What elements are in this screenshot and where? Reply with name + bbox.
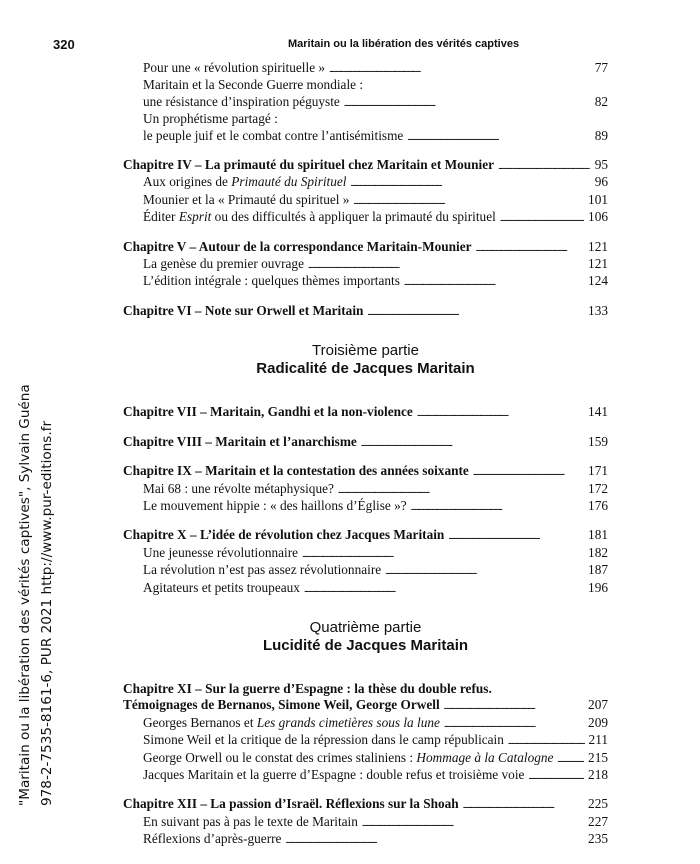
toc-entry: Aux origines de Primauté du Spirituel . . . 96 — [123, 174, 608, 191]
toc-entry: La révolution n’est pas assez révolutionnaire . . . 187 — [123, 562, 608, 579]
copyright-sidebar — [14, 10, 80, 850]
toc-entry: le peuple juif et le combat contre l’antisémitisme . . . 89 — [123, 128, 608, 145]
chapter-7: Chapitre VII – Maritain, Gandhi et la non-violence . . . 141 — [123, 404, 608, 421]
toc-entry: Le mouvement hippie : « des haillons d’Église »? . . . 176 — [123, 498, 608, 515]
toc-entry: Mounier et la « Primauté du spirituel » . . . 101 — [123, 192, 608, 209]
chapter-6: Chapitre VI – Note sur Orwell et Maritain . . . 133 — [123, 303, 608, 320]
chapter-4: Chapitre IV – La primauté du spirituel chez Maritain et Mounier . . . 95 — [123, 157, 608, 174]
toc-entry: Georges Bernanos et Les grands cimetières sous la lune . . . 209 — [123, 715, 608, 732]
toc-entry: Jacques Maritain et la guerre d’Espagne : double refus et troisième voie . . . 218 — [123, 767, 608, 784]
toc-entry: une résistance d’inspiration péguyste . . . 82 — [123, 94, 608, 111]
toc-entry: La genèse du premier ouvrage . . . 121 — [123, 256, 608, 273]
running-title: Maritain ou la libération des vérités captives — [288, 38, 520, 50]
toc-entry: Un prophétisme partagé : — [143, 111, 278, 127]
toc-entry: Mai 68 : une révolte métaphysique? . . . 172 — [123, 481, 608, 498]
toc-entry: Pour une « révolution spirituelle » . . . 77 — [123, 60, 608, 77]
toc-entry: Une jeunesse révolutionnaire . . . 182 — [123, 545, 608, 562]
table-of-contents — [123, 60, 608, 849]
page-number: 320 — [53, 37, 75, 52]
chapter-5: Chapitre V – Autour de la correspondance Maritain-Mounier . . . 121 — [123, 239, 608, 256]
sidebar-line-2: 978-2-7535-8161-6, PUR 2021 http://www.pur-editions.fr — [39, 420, 55, 806]
toc-entry: George Orwell ou le constat des crimes staliniens : Hommage à la Catalogne . . . 215 — [123, 750, 608, 767]
chapter-11-title: Chapitre XI – Sur la guerre d’Espagne : la thèse du double refus. — [123, 680, 492, 696]
chapter-10: Chapitre X – L’idée de révolution chez Jacques Maritain . . . 181 — [123, 527, 608, 544]
chapter-12: Chapitre XII – La passion d’Israël. Réflexions sur la Shoah . . . 225 — [123, 796, 608, 813]
part-three-heading: Troisième partie Radicalité de Jacques Maritain — [256, 342, 475, 378]
chapter-11: Témoignages de Bernanos, Simone Weil, George Orwell . . . 207 — [123, 697, 608, 714]
toc-entry: Éditer Esprit ou des difficultés à appliquer la primauté du spirituel . . . 106 — [123, 209, 608, 226]
chapter-9: Chapitre IX – Maritain et la contestation des années soixante . . . 171 — [123, 463, 608, 480]
chapter-8: Chapitre VIII – Maritain et l’anarchisme . . . 159 — [123, 434, 608, 451]
toc-entry: En suivant pas à pas le texte de Maritain . . . 227 — [123, 814, 608, 831]
toc-entry: L’édition intégrale : quelques thèmes importants . . . 124 — [123, 273, 608, 290]
toc-entry: Agitateurs et petits troupeaux . . . 196 — [123, 580, 608, 597]
toc-entry: Réflexions d’après-guerre . . . 235 — [123, 831, 608, 848]
toc-entry: Maritain et la Seconde Guerre mondiale : — [143, 77, 364, 93]
toc-entry: Simone Weil et la critique de la répression dans le camp républicain . . . 211 — [123, 732, 608, 749]
sidebar-line-1: "Maritain ou la libération des vérités captives", Sylvain Guéna — [17, 384, 33, 806]
part-four-heading: Quatrième partie Lucidité de Jacques Maritain — [262, 618, 469, 654]
page-header — [43, 37, 657, 55]
